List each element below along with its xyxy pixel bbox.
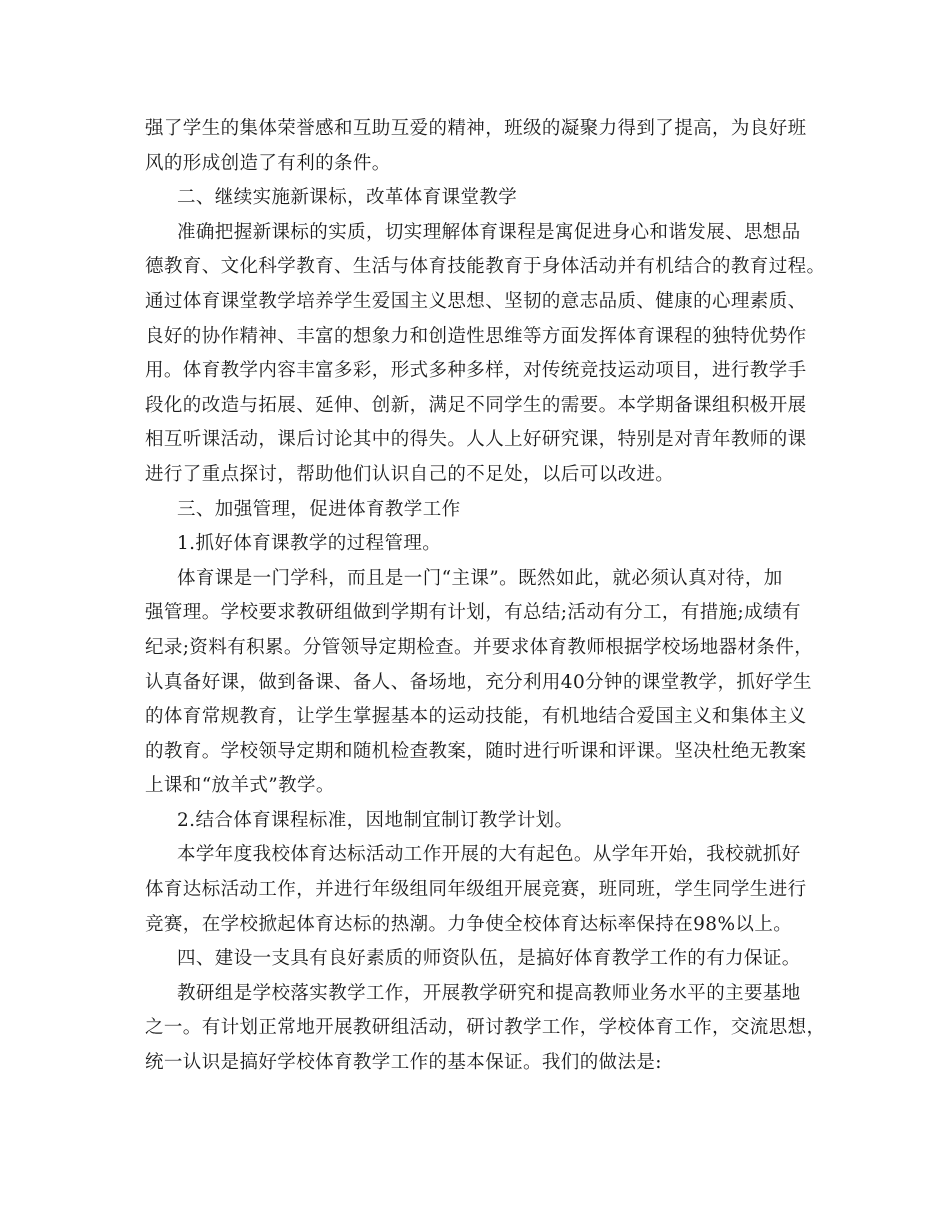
text-line: 强了学生的集体荣誉感和互助互爱的精神，班级的凝聚力得到了提高，为良好班 [145,118,807,139]
text-line: 统一认识是搞好学校体育教学工作的基本保证。我们的做法是: [145,1052,662,1074]
text-line: 四、建设一支具有良好素质的师资队伍，是搞好体育教学工作的有力保证。 [177,948,801,970]
document-body [145,112,826,1081]
text-line: 1.抓好体育课教学的过程管理。 [177,533,442,555]
text-line: 三、加强管理，促进体育教学工作 [177,498,461,520]
text-line: 段化的改造与拓展、延伸、创新，满足不同学生的需要。本学期备课组积极开展 [145,394,807,416]
text-line: 强管理。学校要求教研组做到学期有计划，有总结;活动有分工，有措施;成绩有 [145,602,801,624]
text-line: 之一。有计划正常地开展教研组活动，研讨教学工作，学校体育工作，交流思想， [145,1017,826,1039]
text-line: 上课和“放羊式”教学。 [145,775,335,797]
text-line: 认真备好课，做到备课、备人、备场地，充分利用40分钟的课堂教学，抓好学生 [145,671,812,693]
text-line: 纪录;资料有积累。分管领导定期检查。并要求体育教师根据学校场地器材条件， [145,636,814,658]
text-line: 本学年度我校体育达标活动工作开展的大有起色。从学年开始，我校就抓好 [177,844,801,866]
text-line: 良好的协作精神、丰富的想象力和创造性思维等方面发挥体育课程的独特优势作 [145,325,807,347]
text-line: 通过体育课堂教学培养学生爱国主义思想、坚韧的意志品质、健康的心理素质、 [145,290,807,312]
text-line: 的教育。学校领导定期和随机检查教案，随时进行听课和评课。坚决杜绝无教案 [145,740,807,762]
text-line: 体育课是一门学科，而且是一门“主课”。既然如此，就必须认真对待，加 [177,567,783,589]
text-line: 教研组是学校落实教学工作，开展教学研究和提高教师业务水平的主要基地 [177,982,801,1004]
text-line: 进行了重点探讨，帮助他们认识自己的不足处，以后可以改进。 [145,463,675,485]
text-line: 风的形成创造了有利的条件。 [145,152,391,174]
text-line: 的体育常规教育，让学生掌握基本的运动技能，有机地结合爱国主义和集体主义 [145,706,807,728]
text-line: 用。体育教学内容丰富多彩，形式多种多样，对传统竞技运动项目，进行教学手 [145,360,807,382]
text-line: 竞赛，在学校掀起体育达标的热潮。力争使全校体育达标率保持在98%以上。 [145,913,793,935]
text-line: 德教育、文化科学教育、生活与体育技能教育于身体活动并有机结合的教育过程。 [145,256,826,278]
text-line: 相互听课活动，课后讨论其中的得失。人人上好研究课，特别是对青年教师的课 [145,429,807,451]
text-line: 体育达标活动工作，并进行年级组同年级组开展竞赛，班同班，学生同学生进行 [145,879,807,901]
text-line: 准确把握新课标的实质，切实理解体育课程是寓促进身心和谐发展、思想品 [177,221,801,243]
text-line: 二、继续实施新课标，改革体育课堂教学 [177,187,518,209]
text-line: 2.结合体育课程标准，因地制宜制订教学计划。 [177,809,574,831]
